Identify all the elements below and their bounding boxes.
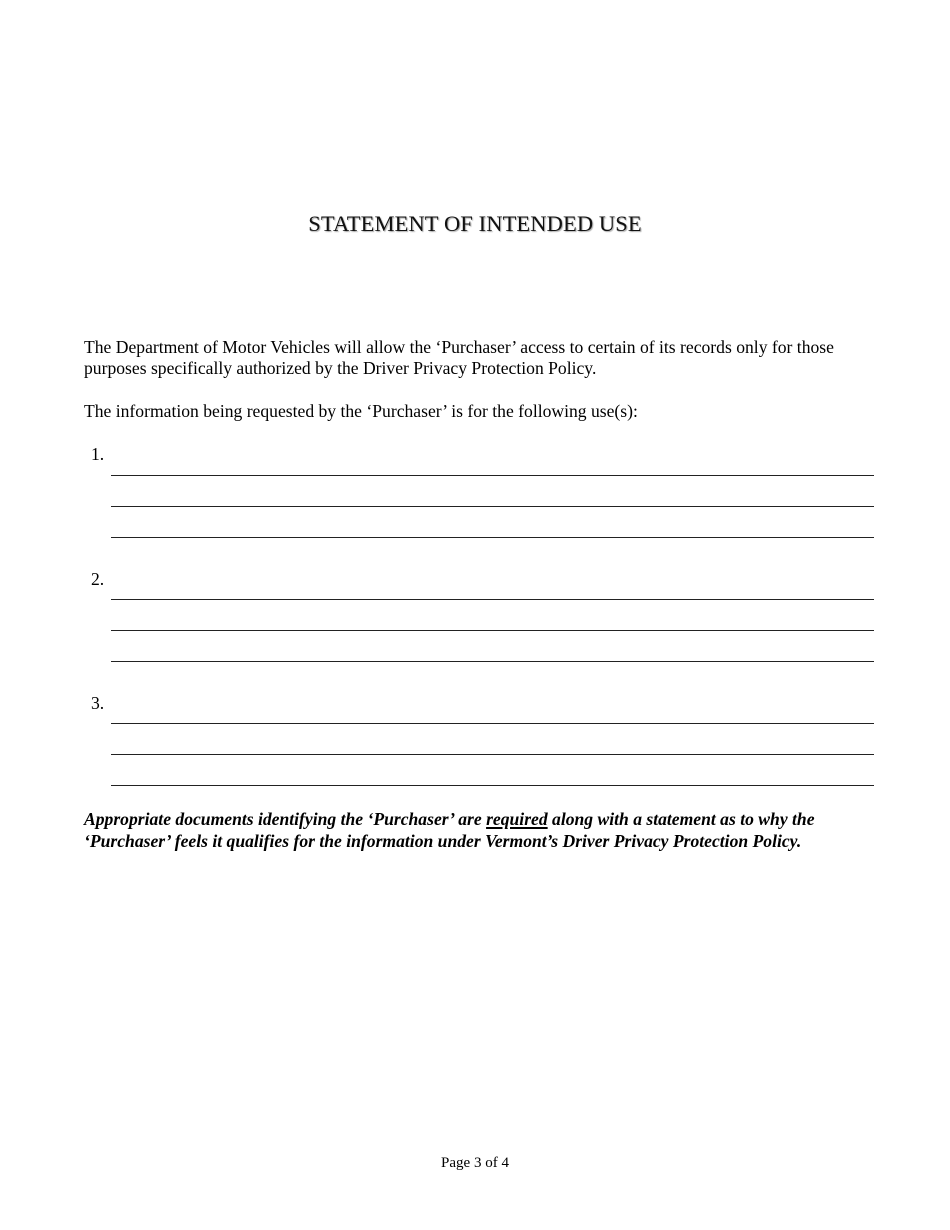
blank-entry-line[interactable] [111, 723, 874, 724]
notice-emphasis-required: required [486, 809, 548, 829]
blank-entry-line[interactable] [111, 754, 874, 755]
blank-entry-line[interactable] [111, 785, 874, 786]
intro-paragraph: The Department of Motor Vehicles will allow the ‘Purchaser’ access to certain of its records only for those purposes specifically authorized by the Driver Privacy Protection Policy. [84, 337, 834, 378]
use-item-number: 2. [91, 569, 105, 589]
notice-text-part2: along with a statement as to why the ‘Purchaser’ feels it qualifies for the information under Vermont’s Driver Privacy Protection Policy. [84, 809, 815, 851]
blank-entry-line[interactable] [111, 506, 874, 507]
use-item-number: 3. [91, 693, 105, 713]
required-documents-notice [84, 808, 884, 852]
page-title: STATEMENT OF INTENDED USE [308, 211, 642, 236]
blank-entry-line[interactable] [111, 661, 874, 662]
blank-entry-line[interactable] [111, 630, 874, 631]
blank-entry-line[interactable] [111, 537, 874, 538]
use-item-number: 1. [91, 444, 105, 464]
blank-entry-line[interactable] [111, 475, 874, 476]
notice-text-part1: Appropriate documents identifying the ‘Purchaser’ are [84, 809, 487, 829]
page-number-footer: Page 3 of 4 [441, 1155, 509, 1171]
blank-entry-line[interactable] [111, 599, 874, 600]
uses-lead-text: The information being requested by the ‘Purchaser’ is for the following use(s): [84, 401, 638, 421]
